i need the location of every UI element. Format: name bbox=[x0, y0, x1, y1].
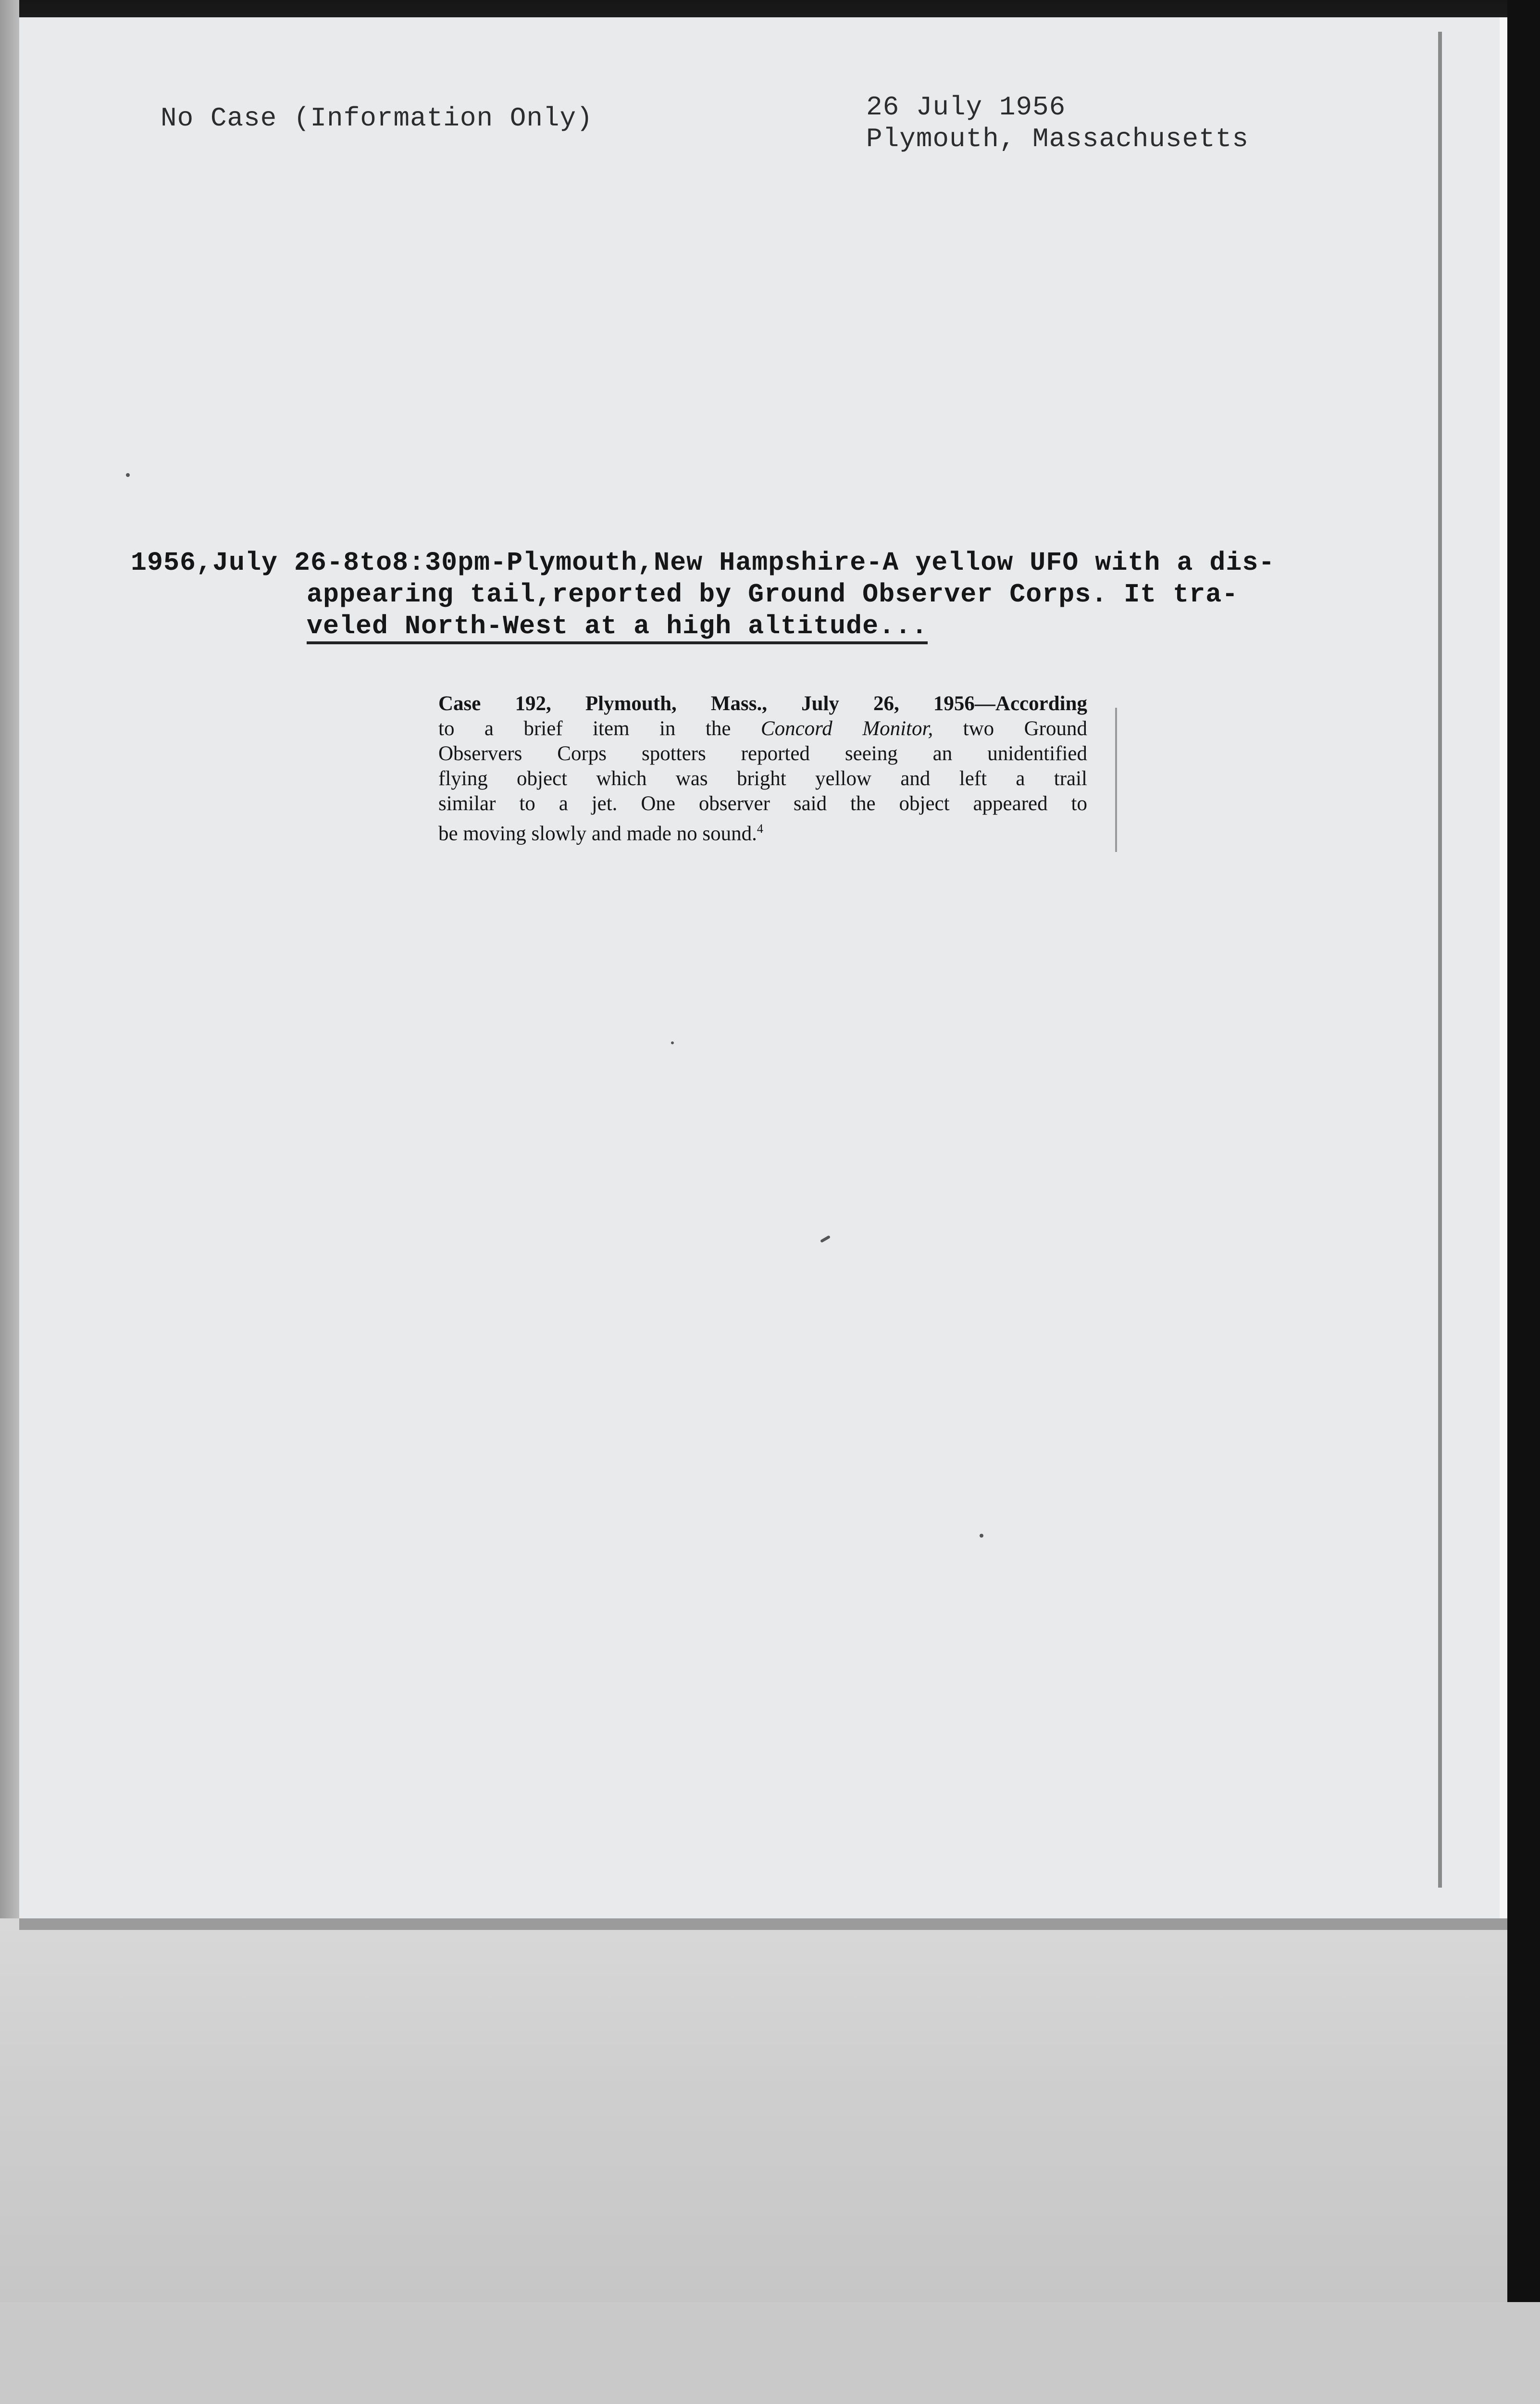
entry-line-1: 1956,July 26-8to8:30pm-Plymouth,New Hampshire-A yellow UFO with a dis- bbox=[131, 548, 1275, 578]
clipping-line-2a: to a brief item in the bbox=[438, 717, 761, 740]
clipping-line-2c: two Ground bbox=[933, 717, 1088, 740]
clipping-border bbox=[1115, 708, 1117, 852]
clipping-line-6-text: be moving slowly and made no sound. bbox=[438, 822, 757, 845]
clipping-line-4: flying object which was bright yellow and left a trail bbox=[438, 767, 1087, 790]
document-sheet bbox=[19, 17, 1507, 1918]
entry-line-2: appearing tail,reported by Ground Observer Corps. It tra- bbox=[307, 579, 1239, 610]
clipping-heading: Case 192, Plymouth, Mass., July 26, 1956—According bbox=[438, 692, 1087, 715]
scan-left-strip bbox=[0, 0, 19, 1918]
report-header bbox=[866, 91, 1249, 155]
entry-line-3 bbox=[131, 611, 1409, 642]
clipping-source: Concord Monitor, bbox=[760, 717, 933, 740]
scan-bottom-area bbox=[0, 1918, 1540, 2302]
catalog-entry bbox=[131, 547, 1409, 642]
clipping-line-3: Observers Corps spotters reported seeing an unidentified bbox=[438, 742, 1087, 765]
clipping-line-2 bbox=[438, 716, 1087, 741]
scan-speck bbox=[126, 473, 130, 477]
margin-rule bbox=[1438, 32, 1442, 1888]
scan-right-strip bbox=[1507, 0, 1540, 2302]
case-status-label: No Case (Information Only) bbox=[161, 103, 593, 134]
sheet-edge bbox=[1500, 17, 1507, 1918]
report-location: Plymouth, Massachusetts bbox=[866, 124, 1249, 154]
scan-speck bbox=[980, 1534, 983, 1538]
clipping-footnote: 4 bbox=[757, 822, 763, 836]
report-date: 26 July 1956 bbox=[866, 92, 1066, 123]
newspaper-clipping bbox=[438, 691, 1087, 846]
clipping-line-5: similar to a jet. One observer said the object appeared to bbox=[438, 792, 1087, 815]
clipping-line-6 bbox=[438, 816, 1087, 846]
entry-line-3-text: veled North-West at a high altitude... bbox=[307, 611, 928, 644]
scan-speck bbox=[671, 1041, 674, 1044]
